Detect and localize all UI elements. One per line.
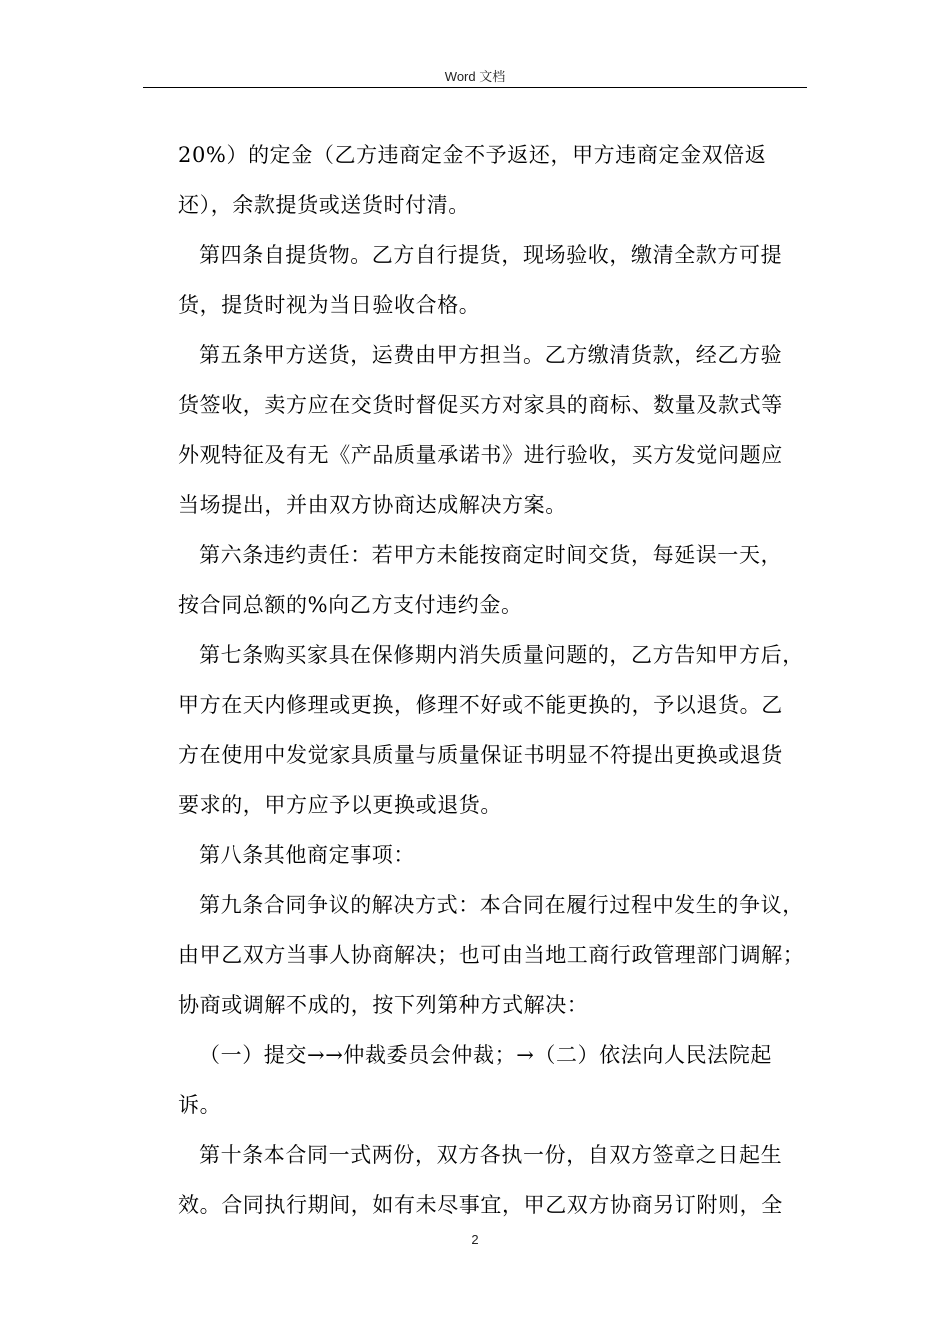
article-8-line: 第八条其他商定事项： (199, 843, 415, 867)
body-line: 20%）的定金（乙方违商定金不予返还，甲方违商定金双倍返 (178, 143, 767, 167)
article-5-line: 第五条甲方送货，运费由甲方担当。乙方缴清货款，经乙方验 (199, 343, 783, 367)
article-6-line: 第六条违约责任：若甲方未能按商定时间交货，每延误一天， (199, 543, 783, 567)
body-line: 要求的，甲方应予以更换或退货。 (178, 793, 502, 817)
body-line: 还），余款提货或送货时付清。 (178, 193, 470, 217)
body-line: 货，提货时视为当日验收合格。 (178, 293, 481, 317)
body-line: 诉。 (178, 1093, 222, 1117)
article-4-line: 第四条自提货物。乙方自行提货，现场验收，缴清全款方可提 (199, 243, 783, 267)
body-line: 外观特征及有无《产品质量承诺书》进行验收，买方发觉问题应 (178, 443, 783, 467)
body-line: 按合同总额的%向乙方支付违约金。 (178, 593, 523, 617)
body-line: 方在使用中发觉家具质量与质量保证书明显不符提出更换或退货 (178, 743, 783, 767)
body-line: 甲方在天内修理或更换，修理不好或不能更换的，予以退货。乙 (178, 693, 783, 717)
header-divider (143, 87, 807, 88)
body-line: 当场提出，并由双方协商达成解决方案。 (178, 493, 567, 517)
article-10-line: 第十条本合同一式两份，双方各执一份，自双方签章之日起生 (199, 1143, 783, 1167)
body-line: 效。合同执行期间，如有未尽事宜，甲乙双方协商另订附则，全 (178, 1193, 783, 1217)
dispute-option-line: （一）提交→→仲裁委员会仲裁；→（二）依法向人民法院起 (199, 1043, 772, 1067)
body-line: 由甲乙双方当事人协商解决；也可由当地工商行政管理部门调解； (178, 943, 805, 967)
body-line: 协商或调解不成的，按下列第种方式解决： (178, 993, 589, 1017)
page-number: 2 (471, 1232, 479, 1247)
article-9-line: 第九条合同争议的解决方式：本合同在履行过程中发生的争议， (199, 893, 804, 917)
article-7-line: 第七条购买家具在保修期内消失质量问题的，乙方告知甲方后， (199, 643, 804, 667)
page-header: Word 文档 (444, 69, 506, 84)
document-body (178, 130, 806, 1230)
body-line: 货签收，卖方应在交货时督促买方对家具的商标、数量及款式等 (178, 393, 783, 417)
